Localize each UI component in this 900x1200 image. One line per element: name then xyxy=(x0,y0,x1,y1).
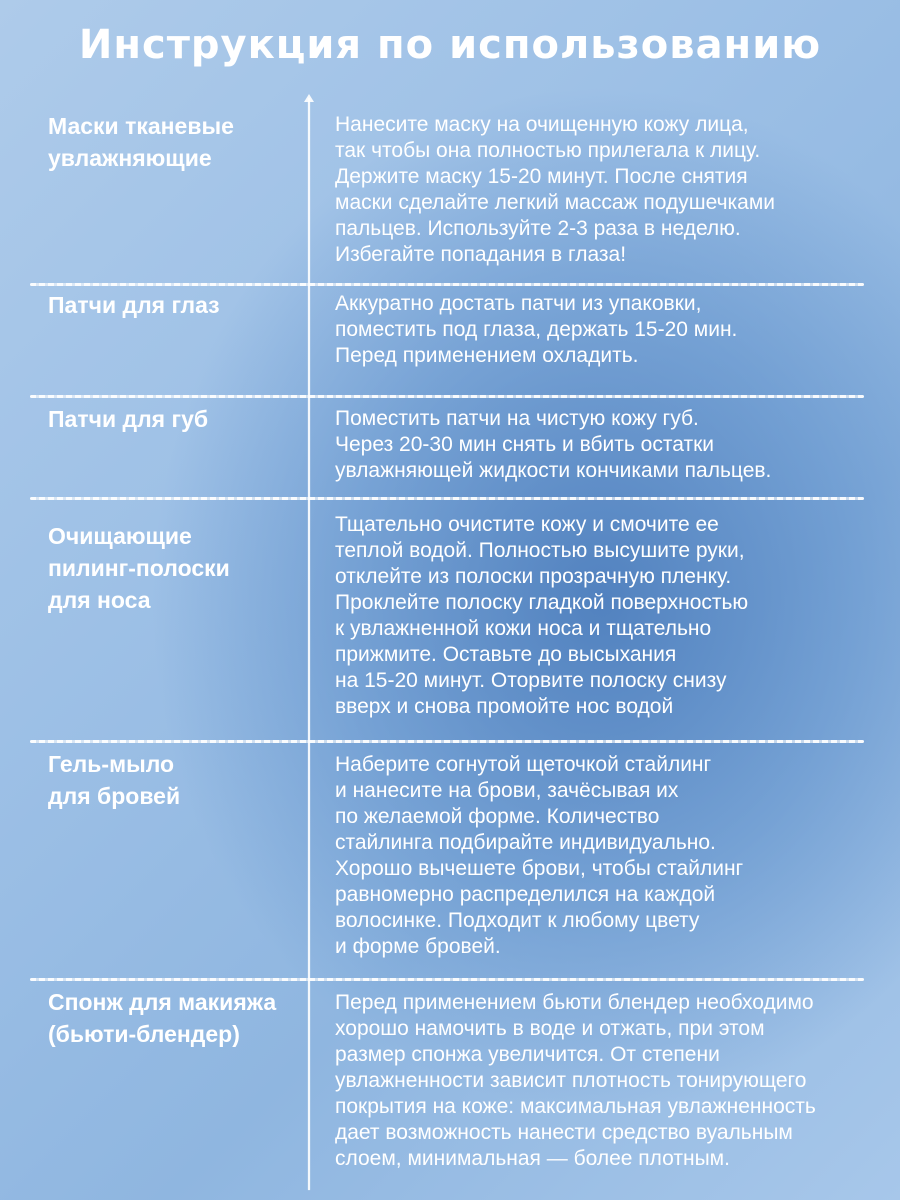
product-instructions: Поместить патчи на чистую кожу губ. Через 20-30 мин снять и вбить остатки увлажняющей жидкости кончиками пальцев. xyxy=(335,407,772,482)
column-divider xyxy=(308,98,310,1190)
product-instructions: Наберите согнутой щеточкой стайлинг и нанесите на брови, зачёсывая их по желаемой форме. Количество стайлинга подбирайте индивидуально. Хорошо вычешете брови, чтобы стайлинг равномерно распределился на каждой волосинке. Подходит к любому цвету и форме бровей. xyxy=(335,753,744,958)
product-name: Спонж для макияжа (бьюти-блендер) xyxy=(48,989,277,1047)
row-divider xyxy=(30,395,864,398)
page-title: Инструкция по использованию xyxy=(78,22,822,68)
product-name: Гель-мыло для бровей xyxy=(48,751,181,809)
row-divider xyxy=(30,740,864,743)
row-divider xyxy=(30,497,864,500)
product-instructions: Нанесите маску на очищенную кожу лица, так чтобы она полностью прилегала к лицу. Держите маску 15-20 минут. После снятия маски сделайте легкий массаж подушечками пальцев. Используйте 2-3 раза в неделю. Избегайте попадания в глаза! xyxy=(335,113,776,266)
row-divider xyxy=(30,978,864,981)
product-instructions: Аккуратно достать патчи из упаковки, поместить под глаза, держать 15-20 мин. Перед применением охладить. xyxy=(335,292,738,367)
product-instructions: Перед применением бьюти блендер необходимо хорошо намочить в воде и отжать, при этом размер спонжа увеличится. От степени увлажненности зависит плотность тонирующего покрытия на коже: максимальная увлажненность дает возможность нанести средство вуальным слоем, минимальная — более плотным. xyxy=(335,991,816,1170)
product-instructions: Тщательно очистите кожу и смочите ее теплой водой. Полностью высушите руки, отклейте из полоски прозрачную пленку. Проклейте полоску гладкой поверхностью к увлажненной кожи носа и тщательно прижмите. Оставьте до высыхания на 15-20 минут. Оторвите полоску снизу вверх и снова промойте нос водой xyxy=(335,513,749,718)
product-name: Патчи для губ xyxy=(48,406,209,432)
product-name: Патчи для глаз xyxy=(48,292,220,318)
row-divider xyxy=(30,283,864,286)
product-name: Маски тканевые увлажняющие xyxy=(48,113,234,171)
product-name: Очищающие пилинг-полоски для носа xyxy=(48,523,230,613)
